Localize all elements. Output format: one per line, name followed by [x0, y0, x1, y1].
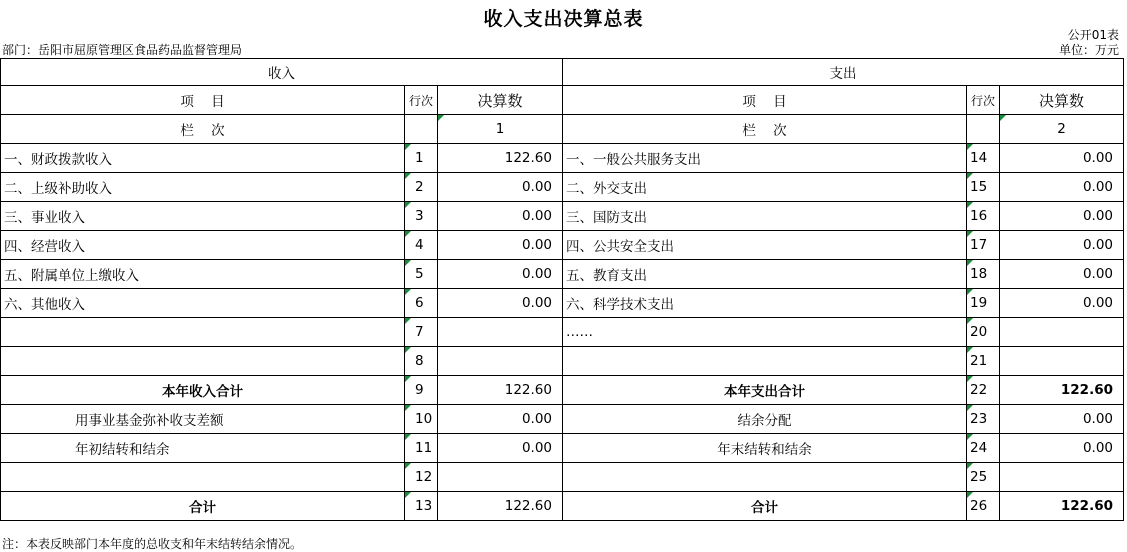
- expense-line-number: 14: [967, 144, 1000, 173]
- income-line-number: 10: [405, 405, 438, 434]
- income-amount: 0.00: [438, 173, 563, 202]
- table-row: [1, 289, 1124, 318]
- table-row: [1, 434, 1124, 463]
- expense-line-number: 22: [967, 376, 1000, 405]
- table-row: [1, 318, 1124, 347]
- income-line-header: 行次: [405, 86, 438, 115]
- expense-line-number: 16: [967, 202, 1000, 231]
- expense-amount: 122.60: [1000, 376, 1124, 405]
- table-row: [1, 144, 1124, 173]
- expense-item-label: [563, 463, 967, 492]
- expense-amount: [1000, 347, 1124, 376]
- expense-amount: 0.00: [1000, 289, 1124, 318]
- expense-item-label: ……: [563, 318, 967, 347]
- income-item-label: 合计: [1, 492, 405, 521]
- income-line-number: 7: [405, 318, 438, 347]
- table-row: [1, 492, 1124, 521]
- expense-item-label: 三、国防支出: [563, 202, 967, 231]
- table-row: [1, 173, 1124, 202]
- expense-column-blank: [967, 115, 1000, 144]
- expense-item-label: [563, 347, 967, 376]
- expense-line-number: 26: [967, 492, 1000, 521]
- expense-line-number: 23: [967, 405, 1000, 434]
- table-row: [1, 260, 1124, 289]
- expense-amount: [1000, 318, 1124, 347]
- expense-line-number: 25: [967, 463, 1000, 492]
- expense-item-label: 四、公共安全支出: [563, 231, 967, 260]
- table-row: [1, 347, 1124, 376]
- income-header: 收入: [1, 59, 563, 86]
- expense-item-header: 项 目: [563, 86, 967, 115]
- summary-table: [0, 58, 1124, 521]
- income-amount: [438, 347, 563, 376]
- income-amount: 0.00: [438, 434, 563, 463]
- income-line-number: 2: [405, 173, 438, 202]
- expense-amount: 0.00: [1000, 405, 1124, 434]
- expense-line-number: 18: [967, 260, 1000, 289]
- income-amount-header: 决算数: [438, 86, 563, 115]
- income-amount: 122.60: [438, 492, 563, 521]
- income-amount: 0.00: [438, 405, 563, 434]
- expense-amount: 0.00: [1000, 231, 1124, 260]
- income-amount: 0.00: [438, 202, 563, 231]
- income-item-label: 用事业基金弥补收支差额: [1, 405, 405, 434]
- expense-line-number: 17: [967, 231, 1000, 260]
- income-line-number: 9: [405, 376, 438, 405]
- expense-amount: 0.00: [1000, 173, 1124, 202]
- expense-amount: 122.60: [1000, 492, 1124, 521]
- income-line-number: 8: [405, 347, 438, 376]
- income-line-number: 5: [405, 260, 438, 289]
- income-amount: 0.00: [438, 231, 563, 260]
- income-line-number: 3: [405, 202, 438, 231]
- income-line-number: 1: [405, 144, 438, 173]
- expense-item-label: 年末结转和结余: [563, 434, 967, 463]
- expense-amount-header: 决算数: [1000, 86, 1124, 115]
- income-item-label: 二、上级补助收入: [1, 173, 405, 202]
- income-item-header: 项 目: [1, 86, 405, 115]
- income-item-label: 三、事业收入: [1, 202, 405, 231]
- income-item-label: 五、附属单位上缴收入: [1, 260, 405, 289]
- table-row: [1, 405, 1124, 434]
- expense-amount: 0.00: [1000, 144, 1124, 173]
- income-line-number: 12: [405, 463, 438, 492]
- expense-line-header: 行次: [967, 86, 1000, 115]
- income-line-number: 11: [405, 434, 438, 463]
- table-row: [1, 231, 1124, 260]
- expense-item-label: 五、教育支出: [563, 260, 967, 289]
- expense-amount: [1000, 463, 1124, 492]
- income-item-label: 六、其他收入: [1, 289, 405, 318]
- expense-header: 支出: [563, 59, 1124, 86]
- income-line-number: 4: [405, 231, 438, 260]
- expense-column-label: 栏 次: [563, 115, 967, 144]
- expense-amount: 0.00: [1000, 434, 1124, 463]
- table-row: [1, 376, 1124, 405]
- expense-line-number: 24: [967, 434, 1000, 463]
- income-line-number: 6: [405, 289, 438, 318]
- income-item-label: 本年收入合计: [1, 376, 405, 405]
- report-title: 收入支出决算总表: [483, 8, 644, 30]
- income-line-number: 13: [405, 492, 438, 521]
- expense-line-number: 21: [967, 347, 1000, 376]
- expense-item-label: 本年支出合计: [563, 376, 967, 405]
- income-item-label: [1, 463, 405, 492]
- expense-column-number: 2: [1000, 115, 1124, 144]
- expense-item-label: 结余分配: [563, 405, 967, 434]
- income-item-label: 年初结转和结余: [1, 434, 405, 463]
- expense-line-number: 20: [967, 318, 1000, 347]
- expense-line-number: 19: [967, 289, 1000, 318]
- income-amount: [438, 463, 563, 492]
- expense-item-label: 一、一般公共服务支出: [563, 144, 967, 173]
- expense-amount: 0.00: [1000, 260, 1124, 289]
- form-code: 公开01表: [1067, 28, 1119, 42]
- income-item-label: [1, 347, 405, 376]
- income-item-label: 一、财政拨款收入: [1, 144, 405, 173]
- expense-amount: 0.00: [1000, 202, 1124, 231]
- income-column-number: 1: [438, 115, 563, 144]
- income-amount: 122.60: [438, 376, 563, 405]
- expense-line-number: 15: [967, 173, 1000, 202]
- income-amount: 0.00: [438, 289, 563, 318]
- income-amount: 122.60: [438, 144, 563, 173]
- expense-item-label: 六、科学技术支出: [563, 289, 967, 318]
- income-column-blank: [405, 115, 438, 144]
- income-item-label: 四、经营收入: [1, 231, 405, 260]
- table-row: [1, 202, 1124, 231]
- unit-label: 单位：万元: [1058, 43, 1119, 57]
- income-column-label: 栏 次: [1, 115, 405, 144]
- expense-item-label: 二、外交支出: [563, 173, 967, 202]
- income-amount: [438, 318, 563, 347]
- footnote: 注：本表反映部门本年度的总收支和年末结转结余情况。: [2, 537, 303, 551]
- income-amount: 0.00: [438, 260, 563, 289]
- expense-item-label: 合计: [563, 492, 967, 521]
- department-label: 部门：岳阳市屈原管理区食品药品监督管理局: [2, 43, 243, 57]
- table-row: [1, 463, 1124, 492]
- income-item-label: [1, 318, 405, 347]
